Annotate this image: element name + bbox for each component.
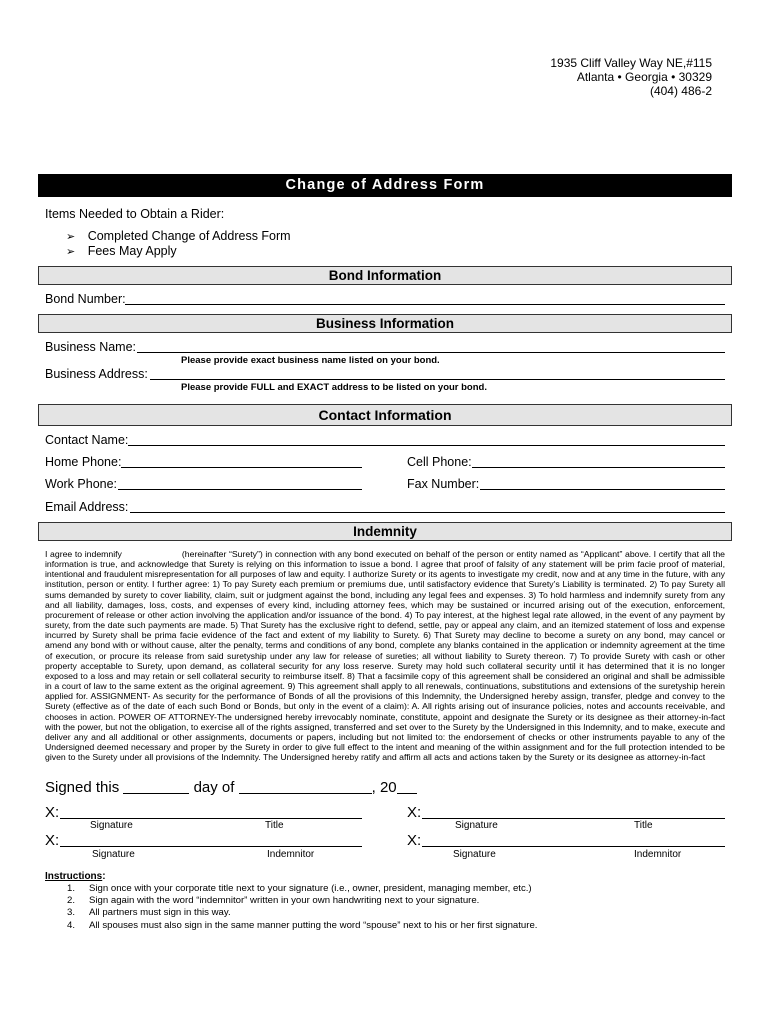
work-phone-field[interactable]	[118, 489, 362, 490]
business-name-field[interactable]	[137, 352, 725, 353]
signed-day-field[interactable]	[123, 793, 189, 794]
address-line-1: 1935 Cliff Valley Way NE,#115	[550, 56, 712, 70]
indemnitor-caption: Indemnitor	[267, 849, 315, 860]
bond-number-label: Bond Number:	[45, 292, 126, 306]
list-item	[66, 229, 291, 243]
address-phone: (404) 486-2	[649, 84, 712, 98]
instructions-heading: Instructions:	[45, 871, 106, 882]
fax-number-field[interactable]	[480, 489, 725, 490]
list-item: 2. Sign again with the word “indemnitor” written in your own handwriting next to your signature.	[66, 895, 480, 907]
indemnity-header: Indemnity	[38, 522, 732, 541]
fax-number-label: Fax Number:	[407, 477, 480, 491]
address-line-2: Atlanta • Georgia • 30329	[576, 70, 712, 84]
signed-month-field[interactable]	[239, 793, 372, 794]
contact-name-label: Contact Name:	[45, 433, 129, 447]
signed-this-label: Signed this	[45, 779, 120, 796]
email-address-label: Email Address:	[45, 500, 129, 514]
contact-information-header: Contact Information	[38, 404, 732, 426]
signature-line-1-left[interactable]	[60, 818, 362, 819]
business-name-note: Please provide exact business name listed on your bond.	[181, 355, 440, 366]
indemnity-intro: I agree to indemnify	[45, 549, 122, 559]
title-caption: Title	[634, 820, 653, 831]
business-information-header: Business Information	[38, 314, 732, 333]
business-address-label: Business Address:	[45, 367, 148, 381]
signature-caption: Signature	[90, 820, 133, 831]
email-address-field[interactable]	[130, 512, 725, 513]
indemnitor-caption: Indemnitor	[634, 849, 682, 860]
cell-phone-field[interactable]	[472, 467, 725, 468]
list-item: 1. Sign once with your corporate title next to your signature (i.e., owner, president, managing member, etc.)	[66, 883, 532, 894]
business-address-note: Please provide FULL and EXACT address to be listed on your bond.	[181, 382, 487, 393]
business-address-field[interactable]	[150, 379, 725, 380]
bond-number-field[interactable]	[125, 304, 725, 305]
signature-line-1-right[interactable]	[422, 818, 725, 819]
signature-x-label: X:	[45, 804, 60, 821]
day-of-label: day of	[193, 779, 235, 796]
cell-phone-label: Cell Phone:	[407, 455, 472, 469]
signature-line-2-left[interactable]	[60, 846, 362, 847]
contact-name-field[interactable]	[128, 445, 725, 446]
title-caption: Title	[265, 820, 284, 831]
work-phone-label: Work Phone:	[45, 477, 118, 491]
list-item	[66, 244, 177, 258]
arrow-bullet-icon: ➢	[66, 231, 76, 243]
indemnity-text	[45, 549, 725, 762]
indemnity-body: (hereinafter “Surety”) in connection with any bond executed on behalf of the person or entity named as “Applicant” above. I certify that all the information is true, and acknowledge that Surety is relying on this information to issue a bond. I agree that proof of falsity of any statement will be prim facie proof of material, intentional and fraudulent misrepresentation for all purposes of law and equity. I authorize Surety or its agents to investigate my credit, now and at any time in the future, with any institution, person or entity. I further agree: 1) To pay Surety each premium or premiums due, until satisfactory evidence that Surety’s Liability is terminated. 2) To pay Surety all sums demanded by surety to cover liability, claim, suit or judgment against the bond, including any legal fees and expenses. 3) To hold harmless and indemnify surety from any and all liability, damages, loss, costs, and expenses of every kind, including attorney fees, which may be sustained or incurred arising out of the execution, enforcement, procurement of release or other action involving the application and/or issuance of the bond. 4) To pay interest, at the highest legal rate allowed, in the event of any payment by surety, from the date such payments are made. 5) That Surety has the exclusive right to defend, settle, pay or appeal any claim, and an itemized statement of loss and expense incurred by Surety shall be prima facie evidence of the fact and extent of my liability to Surety. 6) That Surety may decline to become a surety on any bond, may cancel or amend any bond with or without cause, alter the penalty, terms and conditions of any bond, complete any blanks contained in the application or indemnity agreement at the time of execution, or procure its release from said suretyship under any law for release of sureties; all without liability to Surety thereon. 7) To provide Surety with cash or other property acceptable to Surety, upon demand, as collateral security for any loss reserve. Surety may hold such collateral security until it has determined that it is no longer exposed to a loss and may retain or sell collateral security to reimburse itself. 8) That a facsimile copy of this agreement shall be considered an original and shall be admissible in a court of law to the same extent as the original agreement. 9) This agreement shall apply to all renewals, continuations, substitutions and extensions of the suretyship herein applied for. ASSIGNMENT- As security for the performance of Bonds of all the provisions of this Indemnity, the Undersigned hereby assign, transfer, pledge and convey to the Surety (effective as of the date of each such Bond or Bonds, but only in the event of a claim): A. All rights arising out of insurance policies, notes and accounts receivable, and chooses in action. POWER OF ATTORNEY-The undersigned hereby irrevocably nominate, constitute, appoint and designate the Surety or its designee as their attorney-in-fact with the power, but not the obligation, to exercise all of the rights assigned, transferred and set over to the Surety by the Undersigned in this Indemnity, and to make, execute and deliver any and all additional or other assignments, documents or papers, including but not limited to: the endorsement of checks or other instruments payable to any of the Undersigned deemed necessary and proper by the Surety in order to give full effect to the intent and meaning of the within assignment and for the full protection intended to be given to the Surety under all provisions of the Indemnity. The Undersigned hereby ratify and affirm all acts and actions taken by the Surety or its designee as attorney-in-fact	[45, 549, 725, 763]
business-name-label: Business Name:	[45, 340, 137, 354]
signature-x-label: X:	[407, 804, 422, 821]
list-item: 3. All partners must sign in this way.	[66, 907, 231, 919]
year-prefix-label: , 20	[371, 779, 397, 796]
instructions-list	[30, 883, 537, 932]
signed-date-line	[45, 779, 417, 796]
bond-information-header: Bond Information	[38, 266, 732, 285]
home-phone-field[interactable]	[121, 467, 362, 468]
item-label: Completed Change of Address Form	[87, 229, 291, 243]
signature-caption: Signature	[455, 820, 498, 831]
signature-caption: Signature	[453, 849, 496, 860]
company-address	[550, 56, 712, 98]
list-item: 4. All spouses must also sign in the same manner putting the word “spouse” next to his or her first signature.	[66, 919, 538, 931]
form-title: Change of Address Form	[38, 174, 732, 197]
item-label: Fees May Apply	[87, 244, 177, 258]
arrow-bullet-icon: ➢	[66, 246, 76, 258]
signature-line-2-right[interactable]	[422, 846, 725, 847]
home-phone-label: Home Phone:	[45, 455, 122, 469]
signature-x-label: X:	[407, 832, 422, 849]
signed-year-field[interactable]	[397, 793, 417, 794]
signature-caption: Signature	[92, 849, 135, 860]
items-heading: Items Needed to Obtain a Rider:	[45, 207, 225, 221]
signature-x-label: X:	[45, 832, 60, 849]
